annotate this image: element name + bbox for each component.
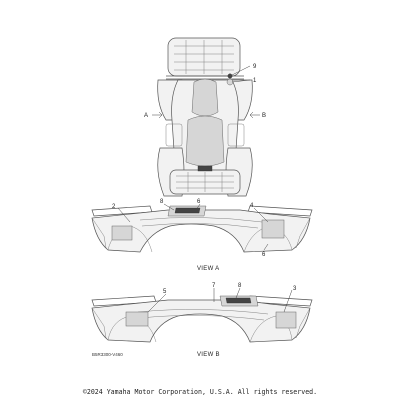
callout-3-view-b: 3	[293, 286, 297, 292]
callout-7-view-b: 7	[212, 283, 216, 289]
view-arrow-a	[152, 112, 162, 118]
atv-side-view-a	[92, 204, 312, 252]
view-arrow-b	[250, 112, 260, 118]
callout-8-view-b: 8	[238, 283, 242, 289]
arrow-label-a: A	[144, 113, 149, 119]
atv-side-view-b	[92, 288, 312, 342]
arrow-label-b: B	[262, 113, 267, 119]
view-b-title: VIEW B	[197, 352, 220, 358]
view-a-title: VIEW A	[197, 266, 220, 272]
callout-9-top: 9	[253, 64, 257, 70]
callout-4-view-a: 4	[250, 203, 254, 209]
part-code: B5R3300-V460	[92, 352, 123, 357]
callout-1-top: 1	[253, 78, 257, 84]
callout-5-view-b: 5	[163, 289, 167, 295]
callout-6-view-a: 6	[197, 199, 201, 205]
callout-6b-view-a: 6	[262, 252, 266, 258]
callout-8-view-a: 8	[160, 199, 164, 205]
atv-top-view	[158, 38, 253, 196]
copyright-notice: ©2024 Yamaha Motor Corporation, U.S.A. All rights reserved.	[82, 388, 318, 396]
callout-2-view-a: 2	[112, 204, 116, 210]
